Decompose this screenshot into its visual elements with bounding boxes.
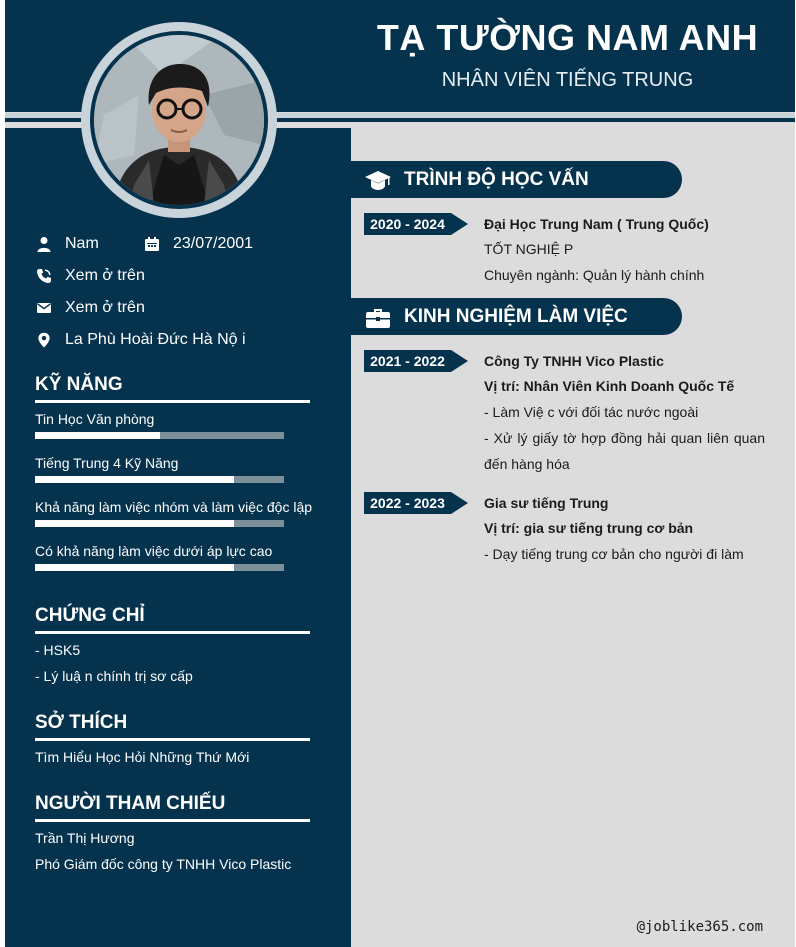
experience-title: KINH NGHIỆM LÀM VIỆC — [404, 305, 628, 327]
skill-fill — [35, 564, 234, 571]
education-school: Đại Học Trung Nam ( Trung Quốc) — [484, 216, 709, 232]
experience-duty: - Dạy tiếng trung cơ bản cho người đi làm — [484, 546, 744, 562]
experience-period-label: 2022 - 2023 — [364, 492, 451, 514]
experience-period-label: 2021 - 2022 — [364, 350, 451, 372]
education-period-label: 2020 - 2024 — [364, 213, 451, 235]
skill-label: Có khả năng làm việc dưới áp lực cao — [35, 543, 273, 559]
experience-position: Vị trí: gia sư tiếng trung cơ bản — [484, 520, 694, 536]
address-row — [35, 331, 246, 349]
skill-bar — [35, 564, 284, 571]
calendar-icon — [143, 235, 161, 253]
gender-value: Nam — [65, 235, 99, 252]
avatar-photo — [94, 35, 264, 205]
certificate-item: - Lý luậ n chính trị sơ cấp — [35, 668, 193, 684]
phone-value: Xem ở trên — [65, 267, 145, 284]
avatar — [94, 35, 264, 205]
skills-title: KỸ NĂNG — [35, 374, 310, 403]
reference-name: Trần Thị Hương — [35, 830, 135, 846]
candidate-name: TẠ TƯỜNG NAM ANH — [376, 17, 759, 58]
birthday-value: 23/07/2001 — [173, 235, 254, 252]
skill-fill — [35, 476, 234, 483]
skill-label: Tiếng Trung 4 Kỹ Năng — [35, 455, 179, 471]
graduation-cap-icon — [364, 166, 392, 194]
experience-company: Gia sư tiếng Trung — [484, 495, 609, 511]
sidebar — [5, 128, 351, 947]
education-heading — [351, 161, 682, 198]
skill-label: Khả năng làm việc nhóm và làm việc độc lập — [35, 499, 313, 515]
education-title: TRÌNH ĐỘ HỌC VẤN — [404, 168, 589, 190]
skill-fill — [35, 520, 234, 527]
email-value: Xem ở trên — [65, 299, 145, 316]
phone-row — [35, 267, 145, 285]
experience-duty: - Làm Việ c với đối tác nước ngoài — [484, 404, 699, 420]
phone-icon — [35, 267, 53, 285]
skill-fill — [35, 432, 160, 439]
envelope-icon — [35, 299, 53, 317]
experience-company: Công Ty TNHH Vico Plastic — [484, 353, 664, 369]
hobby-item: Tìm Hiểu Học Hỏi Những Thứ Mới — [35, 749, 250, 765]
job-title: NHÂN VIÊN TIẾNG TRUNG — [441, 69, 694, 91]
map-pin-icon — [35, 331, 53, 349]
education-status: TỐT NGHIỆ P — [484, 241, 574, 257]
skill-label: Tin Học Văn phòng — [35, 411, 155, 427]
education-major: Chuyên ngành: Quản lý hành chính — [484, 267, 705, 283]
skill-bar — [35, 476, 284, 483]
briefcase-icon — [364, 303, 392, 331]
certificates-title: CHỨNG CHỈ — [35, 605, 310, 634]
watermark: @joblike365.com — [636, 919, 763, 935]
experience-position: Vị trí: Nhân Viên Kinh Doanh Quốc Tế — [484, 378, 735, 394]
birthday-row — [143, 235, 253, 253]
skill-bar — [35, 432, 284, 439]
hobbies-title: SỞ THÍCH — [35, 712, 310, 741]
date-tag-arrow — [451, 213, 468, 235]
experience-duty: - Xử lý giấy tờ hợp đồng hải quan liên quan đến hàng hóa — [484, 430, 765, 472]
skill-bar — [35, 520, 284, 527]
user-icon — [35, 235, 53, 253]
certificate-item: - HSK5 — [35, 642, 81, 658]
references-title: NGƯỜI THAM CHIẾU — [35, 793, 310, 822]
cv-page — [5, 0, 795, 947]
reference-role: Phó Giám đốc công ty TNHH Vico Plastic — [35, 856, 292, 872]
date-tag-arrow — [451, 492, 468, 514]
date-tag-arrow — [451, 350, 468, 372]
email-row — [35, 299, 145, 317]
gender-row — [35, 235, 99, 253]
address-value: La Phù Hoài Đức Hà Nộ i — [65, 331, 246, 348]
experience-heading — [351, 298, 682, 335]
